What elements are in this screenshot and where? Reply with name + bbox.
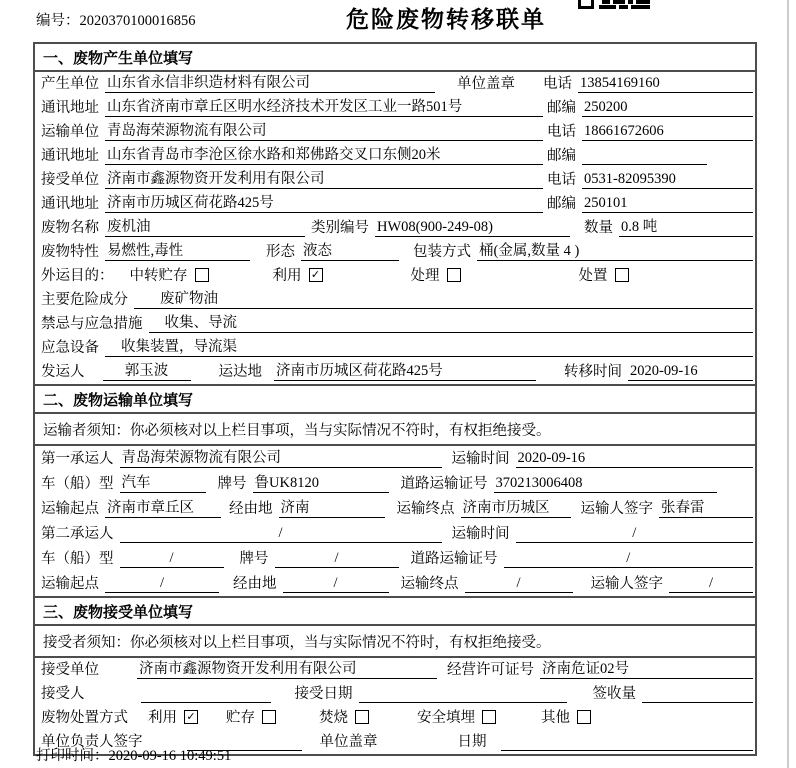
transport-time1-label: 运输时间 <box>451 451 510 467</box>
row-waste-name <box>35 216 755 240</box>
vehicle1-type-label: 车（船）型 <box>41 476 114 492</box>
disposal-storage-label: 贮存 <box>226 710 255 726</box>
receive-date-value <box>359 686 567 703</box>
road-permit2-value: / <box>504 550 754 568</box>
waste-traits-value: 易燃性,毒性 <box>105 239 250 261</box>
origin1-value: 济南市章丘区 <box>105 496 221 518</box>
waste-name-label: 废物名称 <box>41 220 99 236</box>
row-route2 <box>35 571 755 596</box>
carrier-sign1-value: 张春雷 <box>659 496 753 518</box>
row-receiver-unit <box>35 168 755 192</box>
row-waste-traits <box>35 240 755 264</box>
row-taboo-measures <box>35 312 755 336</box>
transfer-time-value: 2020-09-16 <box>628 363 753 381</box>
via2-label: 经由地 <box>233 576 277 592</box>
waste-form-value: 液态 <box>301 239 399 261</box>
row-dispatch <box>35 360 755 384</box>
receive-date-label: 接受日期 <box>294 686 353 702</box>
purpose-option-dispose <box>579 264 629 285</box>
hazard-value: 废矿物油 <box>134 287 753 309</box>
dest2-value: / <box>465 575 573 593</box>
row-vehicle2 <box>35 546 755 571</box>
waste-form-label: 形态 <box>266 244 295 260</box>
plate2-label: 牌号 <box>239 551 269 567</box>
plate1-value: 鲁UK8120 <box>253 471 389 493</box>
vehicle2-type-value: / <box>120 550 224 568</box>
producer-address-value: 山东省济南市章丘区明水经济技术开发区工业一路501号 <box>105 95 543 117</box>
equipment-value: 收集装置，导流渠 <box>105 335 753 357</box>
print-time <box>36 744 231 765</box>
purpose-treat-label: 处理 <box>410 268 440 284</box>
transporter-phone-label: 电话 <box>547 124 576 140</box>
purpose-utilize-label: 利用 <box>272 268 302 284</box>
print-time-label: 打印时间： <box>36 748 109 764</box>
producer-zip-label: 邮编 <box>547 100 576 116</box>
checkbox-disposal-other <box>577 710 591 724</box>
producer-unit-label: 产生单位 <box>41 76 99 92</box>
carrier-sign2-value: / <box>669 575 753 593</box>
producer-unit-value: 山东省永信非织造材料有限公司 <box>105 71 435 93</box>
row-receiving-unit <box>35 658 755 682</box>
row-route1 <box>35 496 755 521</box>
disposal-option-other <box>541 706 591 727</box>
receiver-phone-label: 电话 <box>547 172 576 188</box>
producer-phone-value: 13854169160 <box>578 75 753 93</box>
disposal-other-label: 其他 <box>541 710 570 726</box>
producer-address-label: 通讯地址 <box>41 100 99 116</box>
receiving-unit-label: 接受单位 <box>41 662 99 678</box>
license-value: 济南危证02号 <box>540 657 753 679</box>
producer-phone-label: 电话 <box>543 76 572 92</box>
receiver-unit-value: 济南市鑫源物资开发利用有限公司 <box>105 167 543 189</box>
vehicle1-type-value: 汽车 <box>120 471 206 493</box>
receiver-zip-value: 250101 <box>582 195 753 213</box>
checkbox-disposal-utilize-checked: ✓ <box>184 710 198 724</box>
row-disposal-method <box>35 706 755 730</box>
row-emergency-equipment <box>35 336 755 360</box>
row-transporter-address <box>35 144 755 168</box>
checkbox-disposal-landfill <box>482 710 496 724</box>
receiver-notice: 接受者须知：你必须核对以上栏目事项，当与实际情况不符时，有权拒绝接受。 <box>35 626 755 658</box>
first-carrier-value: 青岛海荣源物流有限公司 <box>120 446 442 468</box>
second-carrier-label: 第二承运人 <box>41 526 114 542</box>
purpose-option-utilize <box>273 264 323 285</box>
purpose-option-transfer-storage <box>130 264 209 285</box>
purpose-label: 外运目的： <box>41 268 114 284</box>
section2-header: 二、废物运输单位填写 <box>35 386 755 414</box>
page-title: 危险废物转移联单 <box>346 7 546 32</box>
carrier-sign1-label: 运输人签字 <box>580 501 653 517</box>
recipient-label: 接受人 <box>41 686 85 702</box>
checkbox-disposal-storage <box>262 710 276 724</box>
license-label: 经营许可证号 <box>447 662 534 678</box>
row-transporter-unit <box>35 120 755 144</box>
waste-name-value: 废机油 <box>105 215 305 237</box>
origin1-label: 运输起点 <box>41 501 99 517</box>
disposal-method-label: 废物处置方式 <box>41 710 128 726</box>
transporter-notice: 运输者须知：你必须核对以上栏目事项，当与实际情况不符时，有权拒绝接受。 <box>35 414 755 446</box>
transporter-zip-value <box>582 148 707 165</box>
section3-header: 三、废物接受单位填写 <box>35 598 755 626</box>
row-receiver-address <box>35 192 755 216</box>
receiver-address-label: 通讯地址 <box>41 196 99 212</box>
receiver-phone-value: 0531-82095390 <box>582 171 753 189</box>
waste-pack-label: 包装方式 <box>413 244 471 260</box>
form-body <box>33 42 757 756</box>
row-recipient <box>35 682 755 706</box>
taboo-value: 收集、导流 <box>149 311 754 333</box>
waste-code-value: HW08(900-249-08) <box>375 219 570 237</box>
disposal-option-landfill <box>417 706 496 727</box>
receiving-unit-value: 济南市鑫源物资开发利用有限公司 <box>137 657 437 679</box>
disposal-option-utilize <box>148 706 198 727</box>
purpose-dispose-label: 处置 <box>578 268 608 284</box>
transporter-zip-label: 邮编 <box>547 148 576 164</box>
received-amount-label: 签收量 <box>592 686 636 702</box>
origin2-value: / <box>105 575 219 593</box>
checkbox-disposal-incinerate <box>355 710 369 724</box>
purpose-option-treat <box>411 264 461 285</box>
plate1-label: 牌号 <box>217 476 247 492</box>
transport-time1-value: 2020-09-16 <box>516 450 754 468</box>
first-carrier-label: 第一承运人 <box>41 451 114 467</box>
serial-label: 编号： <box>36 13 80 29</box>
dest2-label: 运输终点 <box>400 576 459 592</box>
row-outbound-purpose <box>35 264 755 288</box>
dispatcher-label: 发运人 <box>41 364 85 380</box>
row-producer-unit <box>35 72 755 96</box>
section1-header: 一、废物产生单位填写 <box>35 44 755 72</box>
via2-value: / <box>283 575 389 593</box>
disposal-option-incinerate <box>319 706 369 727</box>
checkbox-dispose <box>615 268 629 282</box>
unit-seal-label: 单位盖章 <box>457 76 515 92</box>
vehicle2-type-label: 车（船）型 <box>41 551 114 567</box>
checkbox-transfer-storage <box>195 268 209 282</box>
checkbox-utilize-checked: ✓ <box>309 268 323 282</box>
destination-label: 运达地 <box>218 364 262 380</box>
unit-seal2-label: 单位盖章 <box>319 734 378 750</box>
transporter-phone-value: 18661672606 <box>582 123 753 141</box>
equipment-label: 应急设备 <box>41 340 99 356</box>
road-permit2-label: 道路运输证号 <box>410 551 498 567</box>
transfer-time-label: 转移时间 <box>564 364 622 380</box>
disposal-option-storage <box>226 706 276 727</box>
dispatcher-value: 郭玉波 <box>103 359 191 381</box>
disposal-incinerate-label: 焚烧 <box>319 710 348 726</box>
row-first-carrier <box>35 446 755 471</box>
print-time-value: 2020-09-16 10:49:51 <box>108 748 232 764</box>
waste-traits-label: 废物特性 <box>41 244 99 260</box>
recipient-value <box>141 686 271 703</box>
sign-date-value <box>501 734 754 751</box>
via1-label: 经由地 <box>229 501 273 517</box>
row-hazard-component <box>35 288 755 312</box>
carrier-sign2-label: 运输人签字 <box>590 576 663 592</box>
transporter-address-value: 山东省青岛市李沧区徐水路和郑佛路交叉口东侧20米 <box>105 143 543 165</box>
waste-qty-label: 数量 <box>584 220 613 236</box>
serial-value: 2020370100016856 <box>79 13 196 29</box>
disposal-landfill-label: 安全填埋 <box>417 710 475 726</box>
receiver-zip-label: 邮编 <box>547 196 576 212</box>
waste-qty-value: 0.8 吨 <box>619 215 753 237</box>
checkbox-treat <box>447 268 461 282</box>
section-receiver <box>33 596 757 756</box>
waste-pack-value: 桶(金属,数量 4 ) <box>477 239 753 261</box>
row-second-carrier <box>35 521 755 546</box>
hazard-label: 主要危险成分 <box>41 292 128 308</box>
section-producer <box>33 42 757 386</box>
received-amount-value <box>642 686 753 703</box>
purpose-transfer-storage-label: 中转贮存 <box>129 268 188 284</box>
road-permit1-value: 370213006408 <box>494 475 718 493</box>
transporter-unit-label: 运输单位 <box>41 124 99 140</box>
taboo-label: 禁忌与应急措施 <box>41 316 143 332</box>
destination-value: 济南市历城区荷花路425号 <box>274 359 536 381</box>
plate2-value: / <box>275 550 399 568</box>
responsible-sign-label: 单位负责人签字 <box>41 734 143 750</box>
disposal-utilize-label: 利用 <box>148 710 177 726</box>
origin2-label: 运输起点 <box>41 576 99 592</box>
row-vehicle1 <box>35 471 755 496</box>
section-transporter <box>33 384 757 598</box>
receiver-address-value: 济南市历城区荷花路425号 <box>105 191 543 213</box>
producer-zip-value: 250200 <box>582 99 753 117</box>
receiver-unit-label: 接受单位 <box>41 172 99 188</box>
waste-code-label: 类别编号 <box>311 220 369 236</box>
transport-time2-value: / <box>516 525 754 543</box>
dest1-value: 济南市历城区 <box>461 496 571 518</box>
page-edge-line <box>787 0 789 768</box>
transporter-unit-value: 青岛海荣源物流有限公司 <box>105 119 543 141</box>
transporter-address-label: 通讯地址 <box>41 148 99 164</box>
dest1-label: 运输终点 <box>396 501 455 517</box>
sign-date-label: 日期 <box>457 734 487 750</box>
road-permit1-label: 道路运输证号 <box>400 476 488 492</box>
via1-value: 济南 <box>279 496 385 518</box>
transport-time2-label: 运输时间 <box>451 526 510 542</box>
row-producer-address <box>35 96 755 120</box>
second-carrier-value: / <box>120 525 442 543</box>
